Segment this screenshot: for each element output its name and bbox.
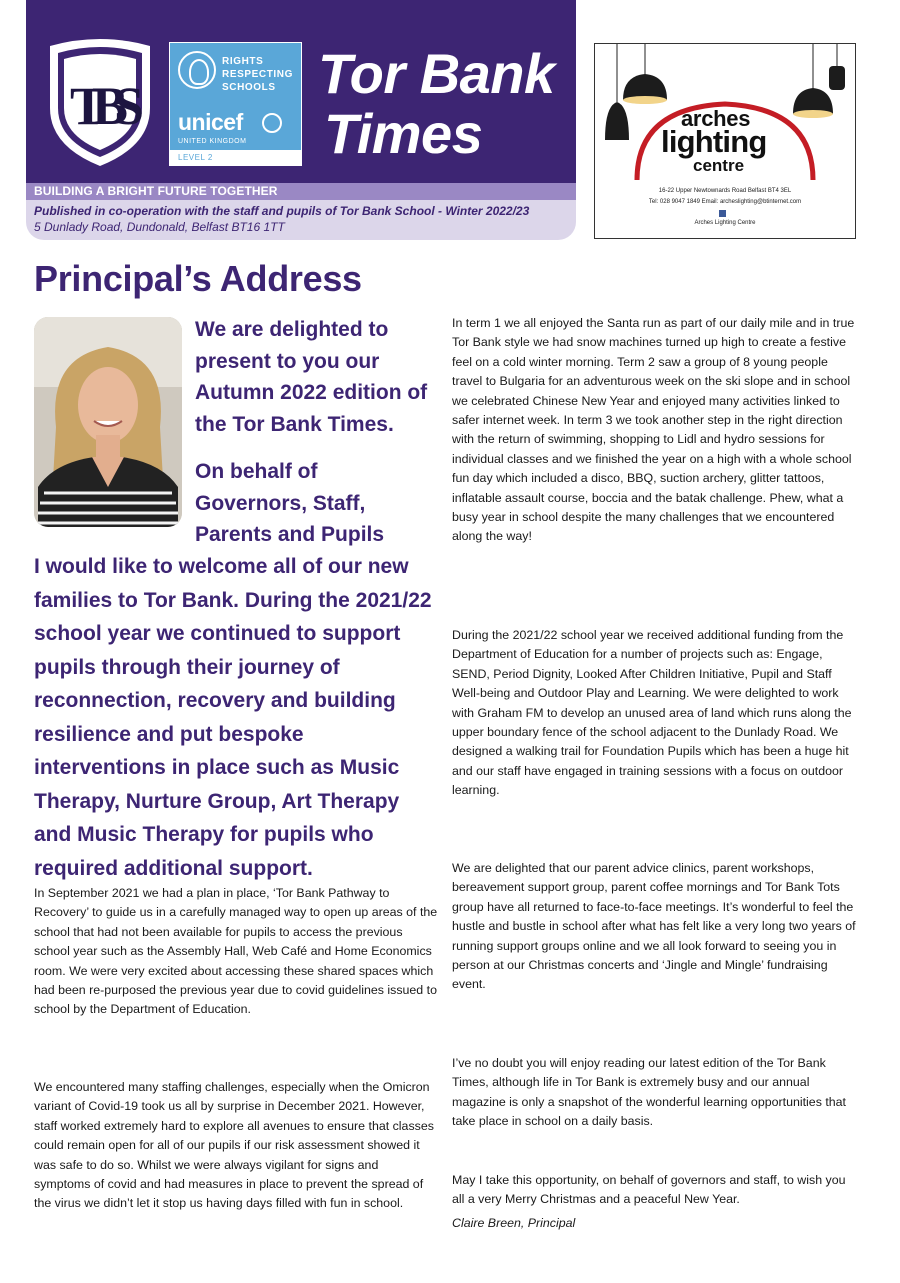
article-heading: Principal’s Address bbox=[34, 258, 362, 299]
school-address: 5 Dunlady Road, Dundonald, Belfast BT16 1TT bbox=[34, 220, 285, 234]
title-line2: Times bbox=[324, 102, 483, 165]
body-paragraph: I’ve no doubt you will enjoy reading our latest edition of the Tor Bank Times, although life in Tor Bank is extremely busy and our annual magazine is only a snapshot of the wonderful learning opportunities that take place in school on a daily basis. bbox=[452, 1056, 846, 1129]
advert-facebook-name: Arches Lighting Centre bbox=[694, 220, 756, 226]
rrs-level: LEVEL 2 bbox=[170, 150, 301, 165]
rrs-line2: RESPECTING bbox=[222, 69, 294, 80]
arches-lighting-advert bbox=[594, 43, 856, 239]
lead-paragraph-3: I would like to welcome all of our new families to Tor Bank. During the 2021/22 school year we continued to support pupils through their journey of reconnection, recovery and building resilience and put bespoke interventions in place such as Music Therapy, Nurture Group, Art Therapy and Music Therapy for pupils who required additional support. bbox=[34, 555, 432, 880]
publication-line: Published in co-operation with the staff and pupils of Tor Bank School - Winter 2022/23 bbox=[34, 204, 530, 218]
advert-contact: Tel: 028 9047 1849 Email: archeslighting@btinternet.com bbox=[648, 199, 802, 205]
body-paragraph: In term 1 we all enjoyed the Santa run as part of our daily mile and in true Tor Bank style we had snow machines turned up high to create a festive feel on a cold winter morning. Term 2 saw a group of 8 young people travel to Bulgaria for an adventurous week on the ski slope and in school we celebrated Chinese New Year and enjoyed many activities linked to safer internet week. In term 3 we took another step in the right direction with the return of swimming, shopping to Lidl and hydro sessions for individual classes and we finished the year on a high with a whole school fun day which included a disco, BBQ, suction archery, glitter tattoos, inflatable assault course, boccia and the batak challenge. Phew, what a busy year in school despite the many challenges that we encountered along the way! bbox=[452, 316, 855, 544]
principal-photo bbox=[34, 317, 182, 527]
facebook-icon bbox=[719, 210, 726, 217]
tagline: BUILDING A BRIGHT FUTURE TOGETHER bbox=[26, 183, 576, 200]
signature: Claire Breen, Principal bbox=[452, 1216, 576, 1230]
crest-letters: TBS bbox=[69, 76, 131, 136]
unicef-globe-icon bbox=[262, 113, 282, 133]
newsletter-title bbox=[318, 44, 555, 164]
body-paragraph: May I take this opportunity, on behalf of governors and staff, to wish you all a very Merry Christmas and a peaceful New Year. bbox=[452, 1173, 846, 1207]
rrs-line1: RIGHTS bbox=[222, 56, 264, 67]
body-paragraph: During the 2021/22 school year we received additional funding from the Department of Education for a number of projects such as: Engage, SEND, Period Dignity, Looked After Children Initiative, Pupil and Staff Well-being and Outdoor Play and Learning. We were delighted to work with Graham FM to develop an unused area of land which runs along the upper boundary fence of the school adjacent to the Dunlady Road. We designed a walking trail for Foundation Pupils which has been a huge hit and our staff have engaged in training sessions with a focus on outdoor learning. bbox=[452, 628, 852, 798]
advert-address: 16-22 Upper Newtownards Road Belfast BT4 3EL bbox=[658, 188, 792, 194]
body-paragraph: We are delighted that our parent advice clinics, parent workshops, bereavement support group, parent coffee mornings and Tor Bank Tots group have all returned to face-to-face meetings. It’s wonderful to feel the hustle and bustle in school after what has felt like a very long two years of running support groups online and we all look forward to seeing you in person at our Christmas concerts and ‘Jingle and Mingle’ fundraising event. bbox=[452, 861, 856, 992]
lead-paragraph-2: On behalf of Governors, Staff, Parents and Pupils bbox=[195, 460, 385, 546]
unicef-uk-label: UNITED KINGDOM bbox=[178, 138, 247, 145]
rrs-line3: SCHOOLS bbox=[222, 82, 276, 93]
title-line1: Tor Bank bbox=[318, 42, 555, 105]
body-paragraph: We encountered many staffing challenges, especially when the Omicron variant of Covid-19 took us all by surprise in December 2021. However, staff worked extremely hard to explore all avenues to ensure that classes could remain open for all of our pupils if our risk assessment showed it was safe to do so. Whilst we were always vigilant for signs and symptoms of covid and had measures in place to prevent the spread of the virus we didn’t let it stop us having days filled with fun in school. bbox=[34, 1080, 434, 1211]
advert-name-line3: centre bbox=[693, 156, 745, 175]
masthead bbox=[26, 0, 576, 240]
advert-name-line1: arches bbox=[681, 106, 751, 131]
lead-paragraph-1: We are delighted to present to you our Autumn 2022 edition of the Tor Bank Times. bbox=[195, 318, 428, 436]
school-crest-logo bbox=[46, 38, 154, 168]
body-paragraph: In September 2021 we had a plan in place, ‘Tor Bank Pathway to Recovery’ to guide us in a carefully managed way to open up areas of the school that had not been available for pupils to access the previous school year such as the Assembly Hall, Web Café and Home Economics room. We were very excited about accessing these shared spaces which had been re-purposed the previous year due to covid guidelines issued to school by the Department of Education. bbox=[34, 886, 438, 1017]
rrs-label bbox=[222, 55, 293, 94]
unicef-wordmark: unicef bbox=[178, 109, 243, 135]
advert-name-line2: lighting bbox=[661, 124, 767, 159]
unicef-family-icon bbox=[178, 51, 216, 89]
rights-respecting-schools-badge bbox=[169, 42, 302, 166]
